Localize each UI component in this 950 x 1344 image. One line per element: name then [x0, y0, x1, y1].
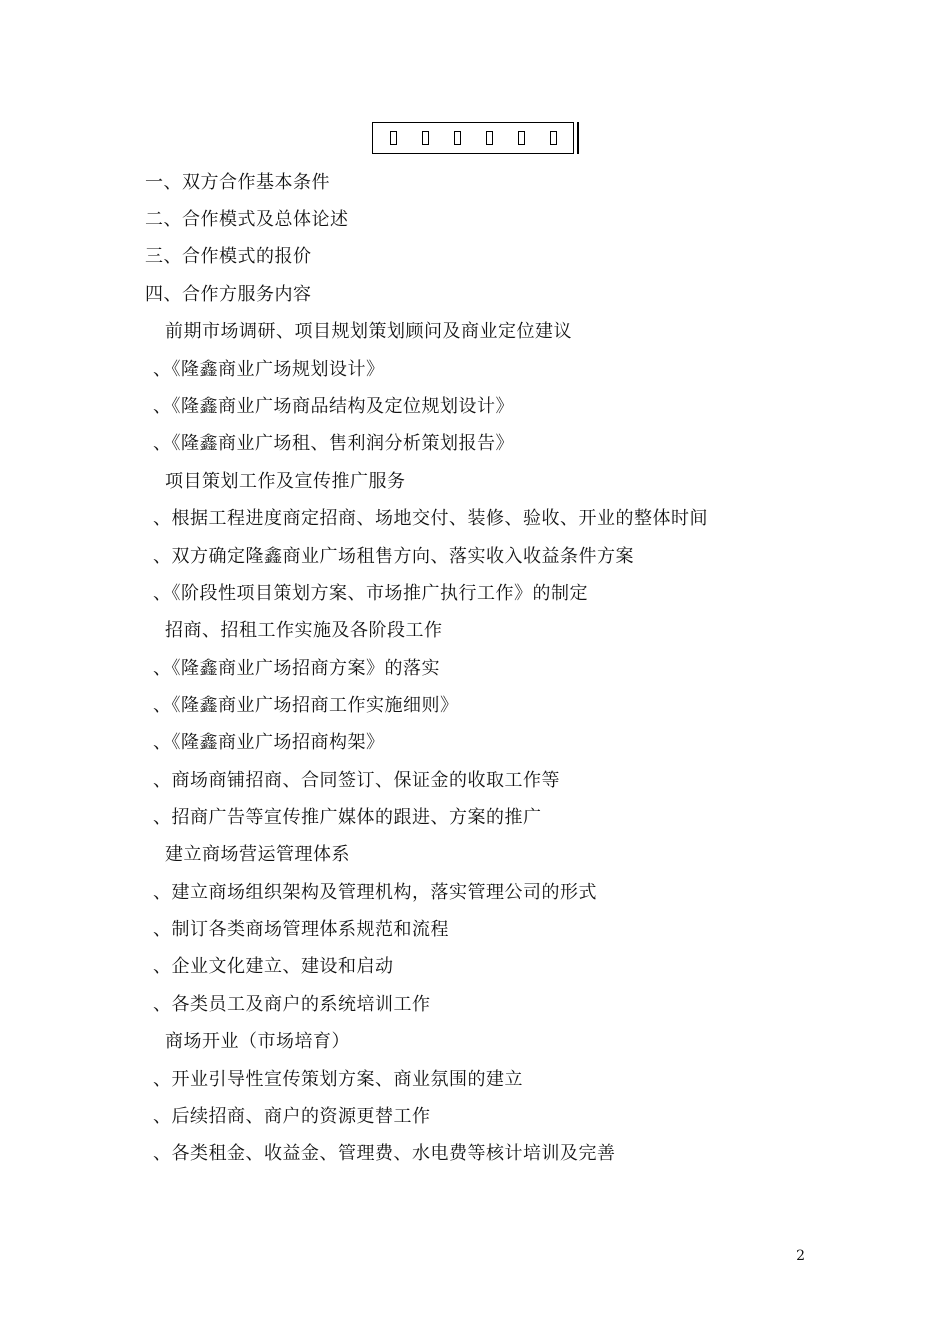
document-title-box — [372, 122, 574, 154]
missing-glyph-icon — [390, 131, 397, 145]
toc-list-item: 、各类租金、收益金、管理费、水电费等核计培训及完善 — [153, 1143, 616, 1164]
toc-section-heading: 四、合作方服务内容 — [145, 284, 312, 305]
toc-subsection-heading: 建立商场营运管理体系 — [165, 844, 350, 865]
toc-list-item: 、开业引导性宣传策划方案、商业氛围的建立 — [153, 1069, 523, 1090]
toc-section-heading: 一、双方合作基本条件 — [145, 172, 330, 193]
missing-glyph-icon — [486, 131, 493, 145]
toc-list-item: 、《隆鑫商业广场招商工作实施细则》 — [153, 695, 459, 716]
toc-section-heading: 二、合作模式及总体论述 — [145, 209, 349, 230]
toc-list-item: 、制订各类商场管理体系规范和流程 — [153, 919, 449, 940]
toc-list-item: 、商场商铺招商、合同签订、保证金的收取工作等 — [153, 770, 560, 791]
page-number: 2 — [796, 1248, 805, 1264]
missing-glyph-icon — [518, 131, 525, 145]
toc-list-item: 、《隆鑫商业广场规划设计》 — [153, 359, 385, 380]
toc-list-item: 、企业文化建立、建设和启动 — [153, 956, 394, 977]
toc-list-item: 、双方确定隆鑫商业广场租售方向、落实收入收益条件方案 — [153, 546, 634, 567]
toc-subsection-heading: 项目策划工作及宣传推广服务 — [165, 471, 406, 492]
toc-list-item: 、招商广告等宣传推广媒体的跟进、方案的推广 — [153, 807, 542, 828]
toc-subsection-heading: 前期市场调研、项目规划策划顾问及商业定位建议 — [165, 321, 572, 342]
toc-list-item: 、根据工程进度商定招商、场地交付、装修、验收、开业的整体时间 — [153, 508, 708, 529]
missing-glyph-icon — [550, 131, 557, 145]
toc-list-item: 、《隆鑫商业广场商品结构及定位规划设计》 — [153, 396, 514, 417]
toc-list-item: 、建立商场组织架构及管理机构，落实管理公司的形式 — [153, 882, 597, 903]
toc-list-item: 、《阶段性项目策划方案、市场推广执行工作》的制定 — [153, 583, 588, 604]
missing-glyph-icon — [422, 131, 429, 145]
toc-subsection-heading: 商场开业（市场培育） — [165, 1031, 350, 1052]
missing-glyph-icon — [454, 131, 461, 145]
toc-list-item: 、《隆鑫商业广场租、售利润分析策划报告》 — [153, 433, 514, 454]
toc-section-heading: 三、合作模式的报价 — [145, 246, 312, 267]
toc-list-item: 、《隆鑫商业广场招商方案》的落实 — [153, 658, 440, 679]
toc-list-item: 、《隆鑫商业广场招商构架》 — [153, 732, 385, 753]
toc-list-item: 、各类员工及商户的系统培训工作 — [153, 994, 431, 1015]
toc-list-item: 、后续招商、商户的资源更替工作 — [153, 1106, 431, 1127]
toc-subsection-heading: 招商、招租工作实施及各阶段工作 — [165, 620, 443, 641]
